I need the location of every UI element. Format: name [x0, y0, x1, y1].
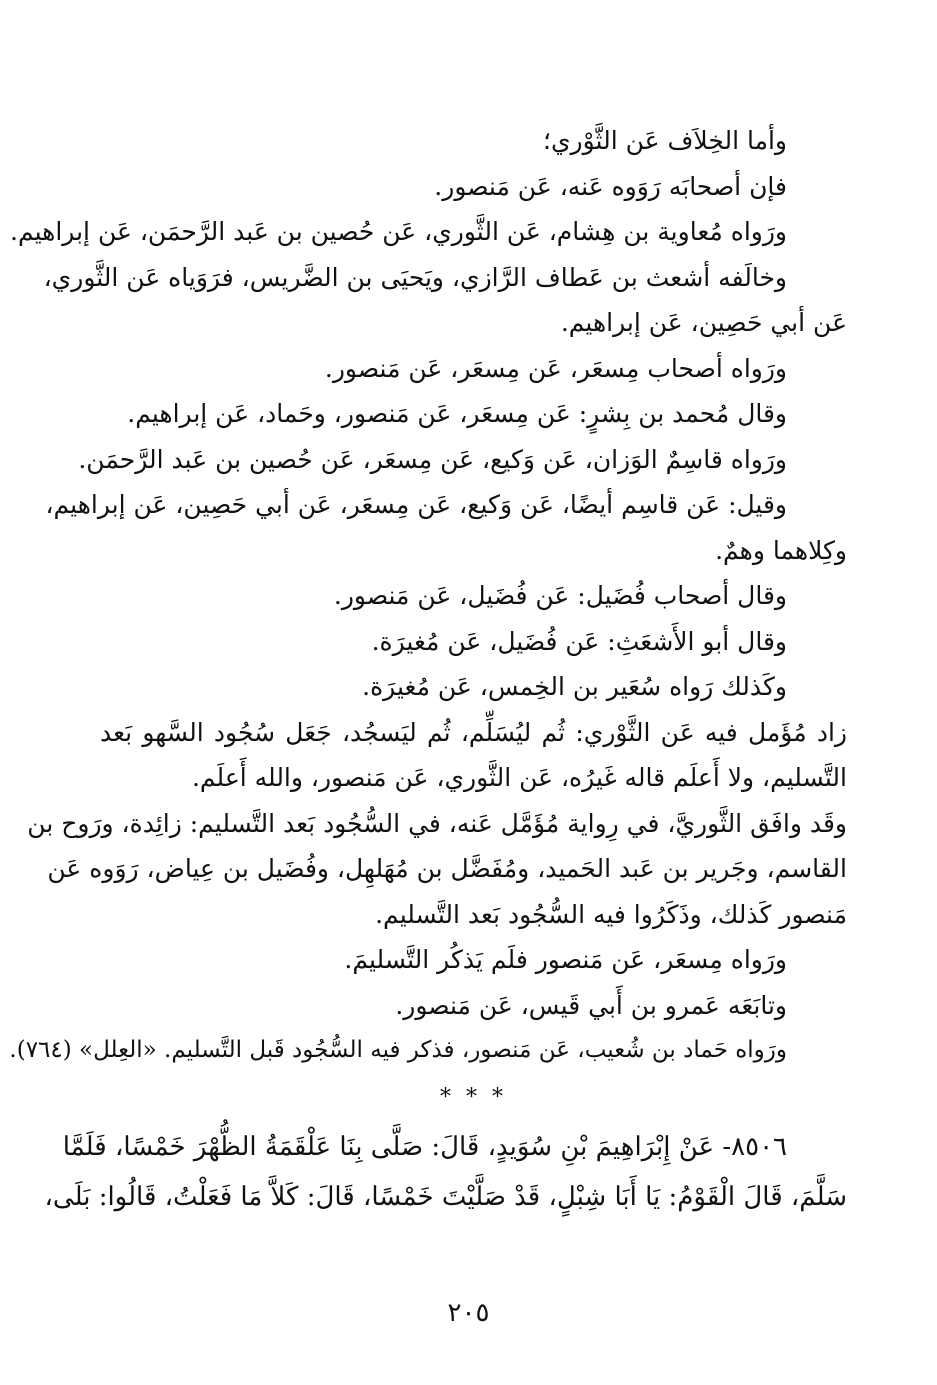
text-line: وتابَعَه عَمرو بن أَبي قَيس، عَن مَنصور.: [395, 990, 787, 1020]
text-line: وكَذلك رَواه سُعَير بن الخِمس، عَن مُغيرَة.: [362, 672, 787, 701]
text-line: التَّسليم، ولا أَعلَم قاله غَيرُه، عَن الثَّوري، عَن مَنصور، والله أَعلَم.: [191, 763, 847, 792]
text-line: وخالَفه أشعث بن عَطاف الرَّازي، ويَحيَى بن الضَّريس، فرَوَياه عَن الثَّوري،: [43, 262, 787, 292]
text-line: ورَواه حَماد بن شُعيب، عَن مَنصور، فذكر فيه السُّجُود قَبل التَّسليم. «العِلل» (٧٦٤).: [9, 1037, 787, 1063]
text-line: وقال أصحاب فُضَيل: عَن فُضَيل، عَن مَنصور.: [333, 581, 787, 610]
commentary-text: [9, 118, 847, 1222]
text-line: ورَواه قاسِمٌ الوَزان، عَن وَكيع، عَن مِسعَر، عَن حُصين بن عَبد الرَّحمَن.: [78, 444, 787, 474]
text-line: فإن أصحابَه رَوَوه عَنه، عَن مَنصور.: [434, 171, 787, 201]
text-line: القاسم، وجَرير بن عَبد الحَميد، ومُفَضَّل بن مُهَلهِل، وفُضَيل بن عِياض، رَوَوه عَن: [47, 854, 847, 883]
text-line: ورَواه أصحاب مِسعَر، عَن مِسعَر، عَن مَنصور.: [324, 353, 787, 383]
text-line: زاد مُؤَمل فيه عَن الثَّوْري: ثُم ليُسَلِّم، ثُم ليَسجُد، جَعَل سُجُود السَّهو بَعد: [100, 717, 847, 747]
text-line: وقال مُحمد بن بِشرٍ: عَن مِسعَر، عَن مَنصور، وحَماد، عَن إبراهيم.: [127, 399, 787, 428]
text-line: ورَواه مِسعَر، عَن مَنصور فلَم يَذكُر التَّسليمَ.: [344, 945, 787, 974]
page-number: ٢٠٥: [447, 1298, 490, 1328]
text-line: مَنصور كَذلك، وذَكَرُوا فيه السُّجُود بَعد التَّسليم.: [375, 899, 847, 929]
section-separator: * * *: [440, 1084, 507, 1110]
text-line: وقيل: عَن قاسِم أيضًا، عَن وَكيع، عَن مِسعَر، عَن أبي حَصِين، عَن إبراهيم،: [45, 490, 787, 519]
text-line: عَن أبي حَصِين، عَن إبراهيم.: [560, 308, 847, 337]
text-line: وأما الخِلاَف عَن الثَّوْري؛: [543, 126, 787, 155]
text-line: ورَواه مُعاوية بن هِشام، عَن الثَّوري، عَن حُصين بن عَبد الرَّحمَن، عَن إبراهيم.: [10, 217, 787, 246]
text-line: وكِلاهما وهمٌ.: [715, 535, 847, 565]
text-line: وقَد وافَق الثَّوريَّ، في رِواية مُؤَمَّل عَنه، في السُّجُود بَعد التَّسليم: زائِدة، ورَوح بن: [27, 808, 847, 838]
hadith-text: [44, 1122, 847, 1222]
hadith-line: سَلَّمَ، قَالَ الْقَوْمُ: يَا أَبَا شِبْلٍ، قَدْ صَلَّيْتَ خَمْسًا، قَالَ: كَلاَّ مَا فَعَلْتُ، قَالُوا: بَلَى،: [44, 1181, 847, 1212]
hadith-line: ٨٥٠٦- عَنْ إِبْرَاهِيمَ بْنِ سُوَيدٍ، قَالَ: صَلَّى بِنَا عَلْقَمَةُ الظُّهْرَ خَمْسًا، فَلَمَّا: [62, 1131, 787, 1162]
text-line: وقال أبو الأَشعَثِ: عَن فُضَيل، عَن مُغيرَة.: [371, 626, 787, 656]
